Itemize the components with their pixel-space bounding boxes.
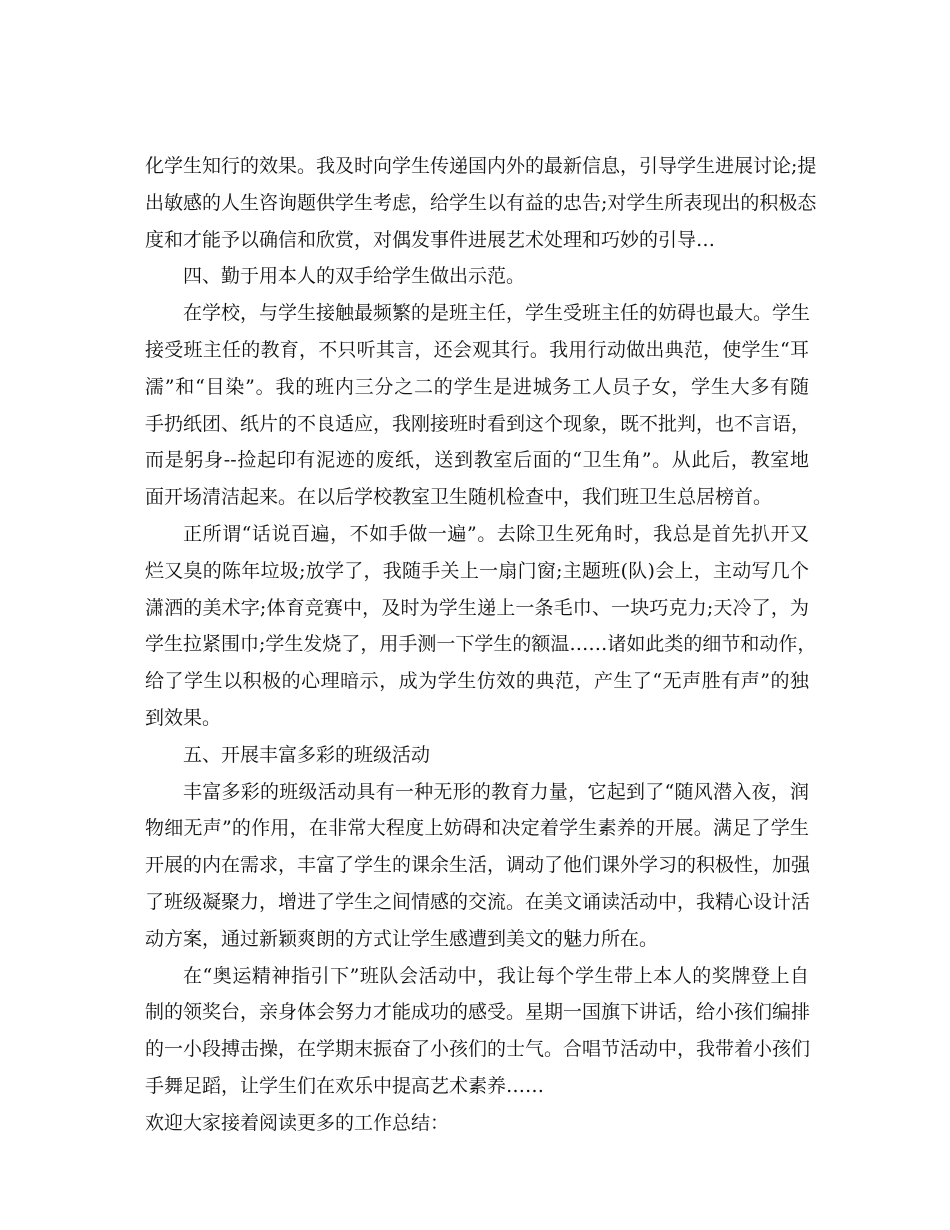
- text-line: 给了学生以积极的心理暗示，成为学生仿效的典范，产生了“无声胜有声”的独: [145, 670, 809, 693]
- text-line: 面开场清洁起来。在以后学校教室卫生随机检查中，我们班卫生总居榜首。: [145, 486, 773, 509]
- text-line: 接受班主任的教育，不只听其言，还会观其行。我用行动做出典范，使学生“耳: [145, 338, 809, 361]
- text-line: 开展的内在需求，丰富了学生的课余生活，调动了他们课外学习的积极性，加强: [145, 854, 811, 877]
- paragraph-start: 丰富多彩的班级活动具有一种无形的教育力量，它起到了“随风潜入夜，润: [183, 780, 809, 803]
- text-line: 而是躬身--捡起印有泥迹的废纸，送到教室后面的“卫生角”。从此后，教室地: [145, 449, 809, 472]
- text-line: 到效果。: [145, 706, 222, 729]
- text-line: 出敏感的人生咨询题供学生考虑，给学生以有益的忠告;对学生所表现出的积极态: [145, 191, 817, 214]
- text-line: 物细无声”的作用，在非常大程度上妨碍和决定着学生素养的开展。满足了学生: [145, 817, 809, 840]
- text-line: 烂又臭的陈年垃圾;放学了，我随手关上一扇门窗;主题班(队)会上，主动写几个: [145, 559, 809, 582]
- text-line: 的一小段搏击操，在学期末振奋了小孩们的士气。合唱节活动中，我带着小孩们: [145, 1038, 811, 1061]
- body-text: [145, 148, 817, 1142]
- text-line: 了班级凝聚力，增进了学生之间情感的交流。在美文诵读活动中，我精心设计活: [145, 890, 811, 913]
- text-line: 动方案，通过新颖爽朗的方式让学生感遭到美文的魅力所在。: [145, 927, 659, 950]
- text-line: 制的领奖台，亲身体会努力才能成功的感受。星期一国旗下讲话，给小孩们编排: [145, 1001, 811, 1024]
- text-line: 手舞足蹈，让学生们在欢乐中提高艺术素养……: [145, 1074, 545, 1097]
- paragraph-start: 在“奥运精神指引下”班队会活动中，我让每个学生带上本人的奖牌登上自: [183, 964, 809, 987]
- paragraph-start: 在学校，与学生接触最频繁的是班主任，学生受班主任的妨碍也最大。学生: [183, 302, 811, 325]
- text-line: 学生拉紧围巾;学生发烧了，用手测一下学生的额温……诸如此类的细节和动作，: [145, 633, 817, 656]
- text-line: 手扔纸团、纸片的不良适应，我刚接班时看到这个现象，既不批判，也不言语，: [145, 412, 811, 435]
- section-heading: 五、开展丰富多彩的班级活动: [183, 743, 431, 766]
- section-heading: 四、勤于用本人的双手给学生做出示范。: [183, 265, 526, 288]
- text-line: 潇洒的美术字;体育竞赛中，及时为学生递上一条毛巾、一块巧克力;天冷了，为: [145, 596, 809, 619]
- paragraph-start: 正所谓“话说百遍，不如手做一遍”。去除卫生死角时，我总是首先扒开又: [183, 522, 809, 545]
- text-line: 度和才能予以确信和欣赏，对偶发事件进展艺术处理和巧妙的引导…: [145, 228, 716, 251]
- text-line: 化学生知行的效果。我及时向学生传递国内外的最新信息，引导学生进展讨论;提: [145, 155, 817, 177]
- text-line: 濡”和“目染”。我的班内三分之二的学生是进城务工人员子女，学生大多有随: [145, 375, 809, 398]
- closing-line: 欢迎大家接着阅读更多的工作总结：: [145, 1111, 450, 1134]
